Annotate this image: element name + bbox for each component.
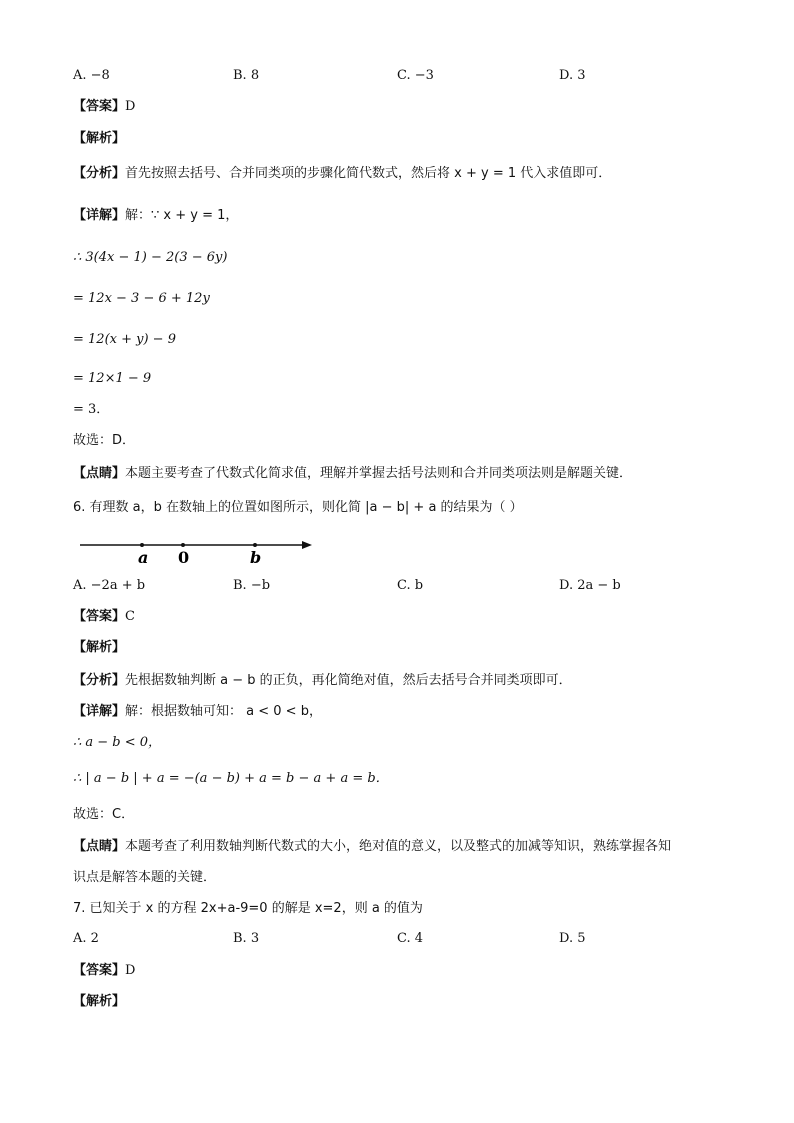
xiangjie-tag: 【详解】 [73,704,126,719]
label-a: a [138,548,149,567]
q6-step-1: ∴ a − b < 0， [73,735,162,750]
q5-answer [73,97,135,117]
dianjing-tag: 【点睛】 [73,466,126,481]
q5-option-a: A. −8 [73,68,110,83]
q5-step-3: = 12(x + y) − 9 [73,332,176,347]
answer-value: D [125,99,136,114]
q5-option-c: C. −3 [397,68,434,83]
q7-stem: 7. 已知关于 x 的方程 2x+a-9=0 的解是 x=2，则 a 的值为 [73,901,423,916]
q5-step-5: = 3． [73,402,110,417]
label-zero: 0 [178,548,190,567]
q6-stem: 6. 有理数 a，b 在数轴上的位置如图所示，则化简 |a − b| + a 的结果为（ ） [73,500,523,515]
xiangjie-text: 解：∵ x + y = 1， [125,208,239,223]
q7-option-a: A. 2 [73,931,99,946]
q7-option-c: C. 4 [397,931,424,946]
q6-step-2: ∴ | a − b | + a = −(a − b) + a = b − a + a = b． [73,771,389,786]
answer-tag: 【答案】 [73,963,126,978]
dianjing-tag: 【点睛】 [73,839,126,854]
q6-analysis-tag: 【解析】 [73,640,126,655]
q5-step-2: = 12x − 3 − 6 + 12y [73,291,210,306]
fenxi-tag: 【分析】 [73,166,126,181]
answer-value: D [125,963,136,978]
q5-step-1: ∴ 3(4x − 1) − 2(3 − 6y) [73,250,228,265]
point-zero [181,543,185,547]
q6-number-line [80,538,316,568]
label-b: b [250,548,262,567]
q7-option-d: D. 5 [559,931,586,946]
q5-choice: 故选：D． [73,433,136,448]
q6-option-b: B. −b [233,578,271,593]
q5-options [73,66,713,86]
q5-xiangjie [73,206,238,226]
dianjing-text: 本题主要考查了代数式化简求值，理解并掌握去括号法则和合并同类项法则是解题关键． [125,466,633,481]
q7-analysis-tag: 【解析】 [73,994,126,1009]
q7-option-b: B. 3 [233,931,260,946]
q6-option-a: A. −2a + b [73,578,146,593]
fenxi-text: 首先按照去括号、合并同类项的步骤化简代数式，然后将 x + y = 1 代入求值即可． [125,166,612,181]
number-line-arrow [302,541,312,549]
q6-options [73,576,713,596]
q6-option-d: D. 2a − b [559,578,621,593]
q6-dianjing-line-2: 识点是解答本题的关键． [73,870,217,885]
point-a [140,543,144,547]
q5-dianjing [73,464,632,484]
q6-answer [73,607,135,627]
answer-tag: 【答案】 [73,609,126,624]
answer-value: C [125,609,135,624]
point-b [253,543,257,547]
q6-choice: 故选：C． [73,807,135,822]
xiangjie-text: 解：根据数轴可知： a < 0 < b， [125,704,322,719]
q7-answer [73,961,135,981]
q6-option-c: C. b [397,578,424,593]
xiangjie-tag: 【详解】 [73,208,126,223]
fenxi-text: 先根据数轴判断 a − b 的正负，再化简绝对值，然后去括号合并同类项即可． [125,673,572,688]
fenxi-tag: 【分析】 [73,673,126,688]
dianjing-text-line-1: 本题考查了利用数轴判断代数式的大小，绝对值的意义，以及整式的加减等知识，熟练掌握各知 [125,839,672,854]
q5-step-4: = 12×1 − 9 [73,371,152,386]
q5-option-b: B. 8 [233,68,260,83]
q7-options [73,929,713,949]
q5-fenxi [73,164,611,184]
q6-fenxi [73,671,572,691]
q5-analysis-tag: 【解析】 [73,131,126,146]
q5-option-d: D. 3 [559,68,586,83]
q6-xiangjie [73,702,322,722]
q6-dianjing [73,837,671,857]
answer-tag: 【答案】 [73,99,126,114]
